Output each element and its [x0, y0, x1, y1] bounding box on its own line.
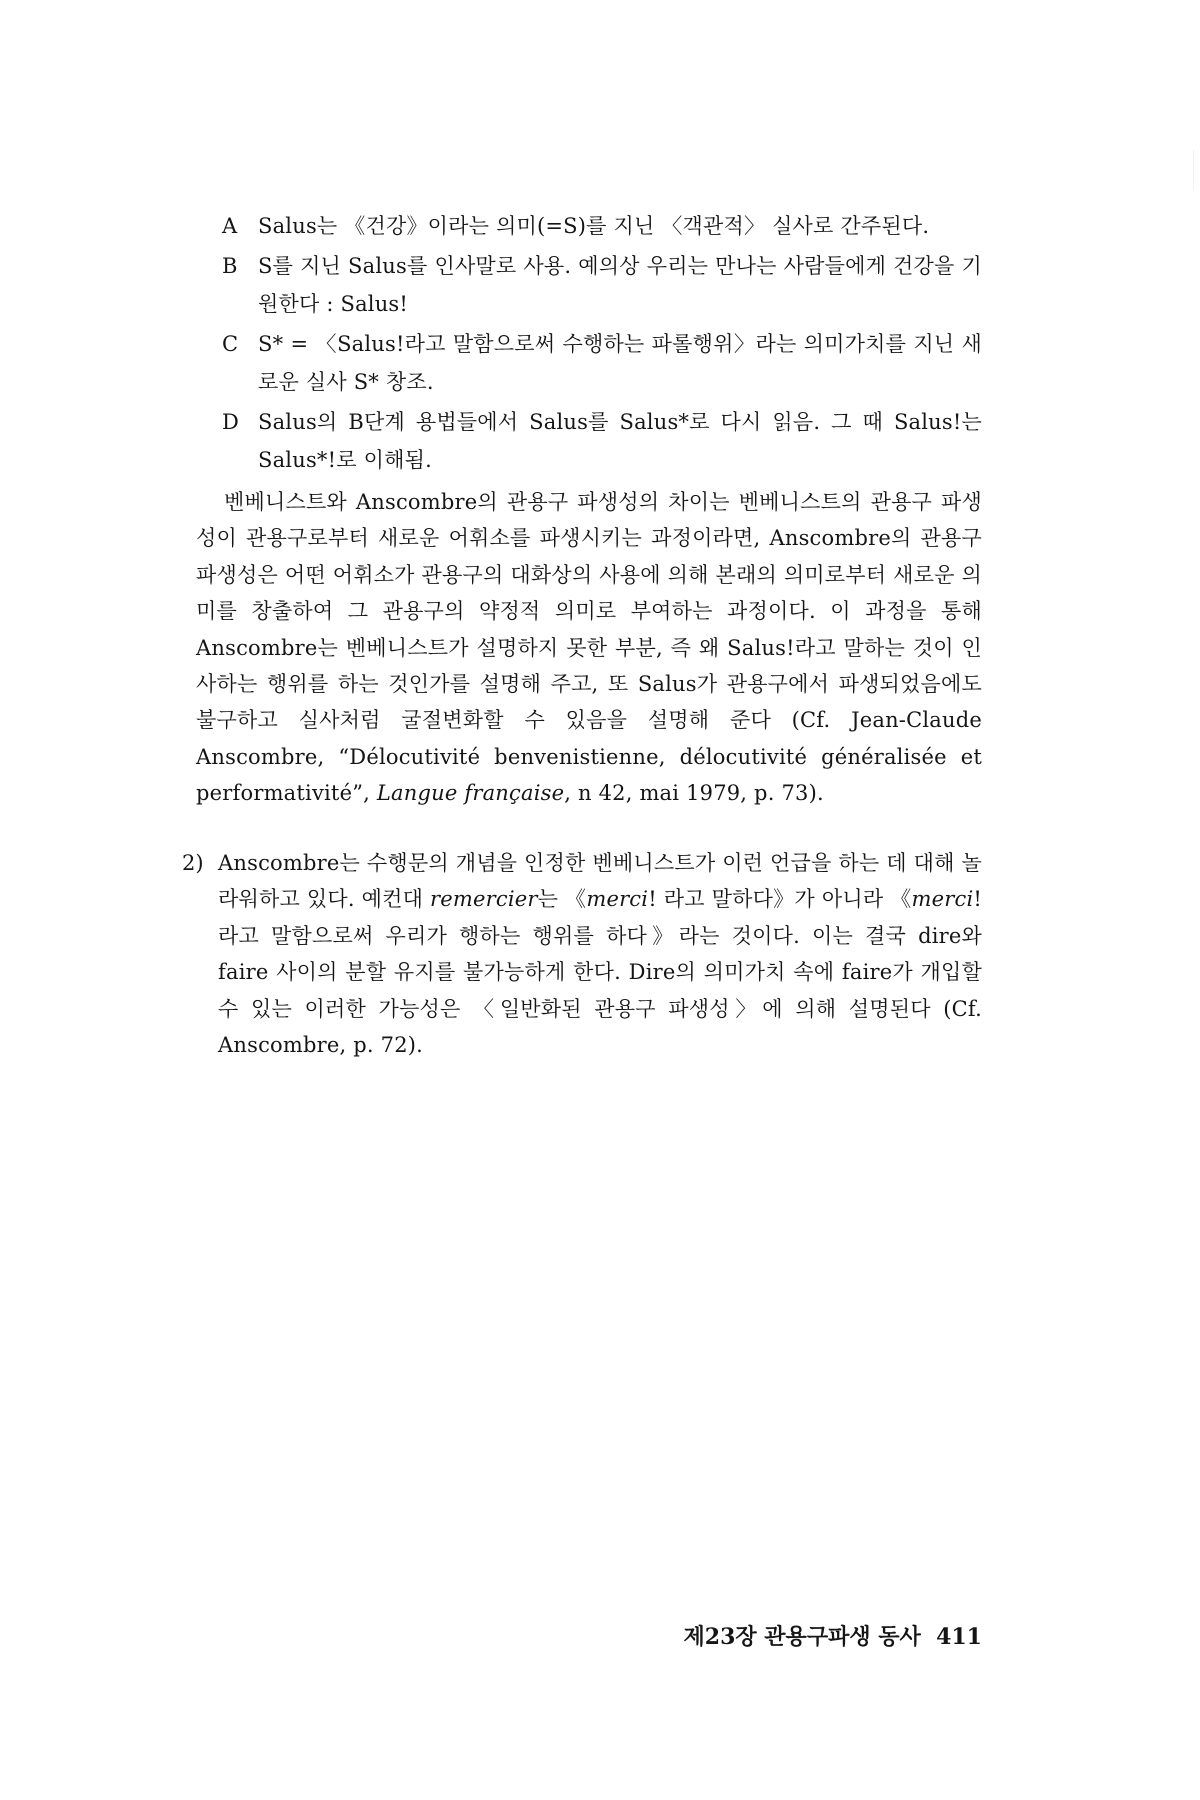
list-item-letter: B	[222, 254, 238, 278]
list-item-text: S를 지닌 Salus를 인사말로 사용. 예의상 우리는 만나는 사람들에게 건강을 기원한다 : Salus!	[258, 254, 982, 316]
page-footer	[640, 1620, 982, 1651]
list-item	[222, 247, 982, 323]
italic-term: remercier	[430, 887, 538, 912]
footnote-number: 2)	[182, 851, 204, 875]
paragraph-text: , n 42, mai 1979, p. 73).	[564, 781, 824, 806]
list-item-letter: D	[222, 410, 239, 434]
page-number: 411	[936, 1624, 982, 1650]
list-item-letter: A	[222, 214, 238, 238]
list-item-text: S* = 〈Salus!라고 말함으로써 수행하는 파롤행위〉라는 의미가치를 지닌 새로운 실사 S* 창조.	[258, 332, 982, 394]
journal-title: Langue française	[376, 781, 565, 806]
footnote-text-part: Anscombre는 수행문의 개념을 인정한 벤베니스트가 이런 언급을 하는 데 대해 놀라워하고 있다. 예컨대	[218, 851, 982, 912]
footnote-text	[218, 845, 982, 1063]
footnote-text-part: ! 라고 말함으로써 우리가 행하는 행위를 하다》라는 것이다. 이는 결국 dire와 faire 사이의 분할 유지를 불가능하게 한다. Dire의 의미가치 속에 faire가 개입할 수 있는 이러한 가능성은 〈일반화된 관용구 파생성〉에 의해 설명된다 (Cf. Anscombre, p. 72).	[218, 887, 983, 1058]
list-item-text: Salus의 B단계 용법들에서 Salus를 Salus*로 다시 읽음. 그 때 Salus!는 Salus*!로 이해됨.	[258, 410, 982, 472]
italic-term: merci	[911, 887, 974, 912]
chapter-title: 제23장 관용구파생 동사	[683, 1624, 921, 1650]
list-item	[222, 325, 982, 401]
lettered-list	[222, 207, 982, 481]
body-paragraph	[196, 484, 982, 812]
list-item	[222, 207, 982, 245]
list-item-letter: C	[222, 332, 239, 356]
footnote	[182, 845, 982, 1063]
list-item	[222, 403, 982, 479]
footnote-text-part: 는 《	[537, 887, 587, 912]
list-item-text: Salus는 《건강》이라는 의미(=S)를 지닌 〈객관적〉 실사로 간주된다.	[258, 214, 930, 238]
margin-mark	[1193, 150, 1194, 190]
italic-term: merci	[586, 887, 649, 912]
paragraph-text: 벤베니스트와 Anscombre의 관용구 파생성의 차이는 벤베니스트의 관용구 파생성이 관용구로부터 새로운 어휘소를 파생시키는 과정이라면, Anscombre의 관용구 파생성은 어떤 어휘소가 관용구의 대화상의 사용에 의해 본래의 의미로부터 새로운 의미를 창출하여 그 관용구의 약정적 의미로 부여하는 과정이다. 이 과정을 통해 Anscombre는 벤베니스트가 설명하지 못한 부분, 즉 왜 Salus!라고 말하는 것이 인사하는 행위를 하는 것인가를 설명해 주고, 또 Salus가 관용구에서 파생되었음에도 불구하고 실사처럼 굴절변화할 수 있음을 설명해 준다 (Cf. Jean-Claude Anscombre, “Délocutivité benvenistienne, délocutivité généralisée et performativité”,	[196, 490, 982, 806]
footnote-text-part: ! 라고 말하다》가 아니라 《	[648, 887, 912, 912]
